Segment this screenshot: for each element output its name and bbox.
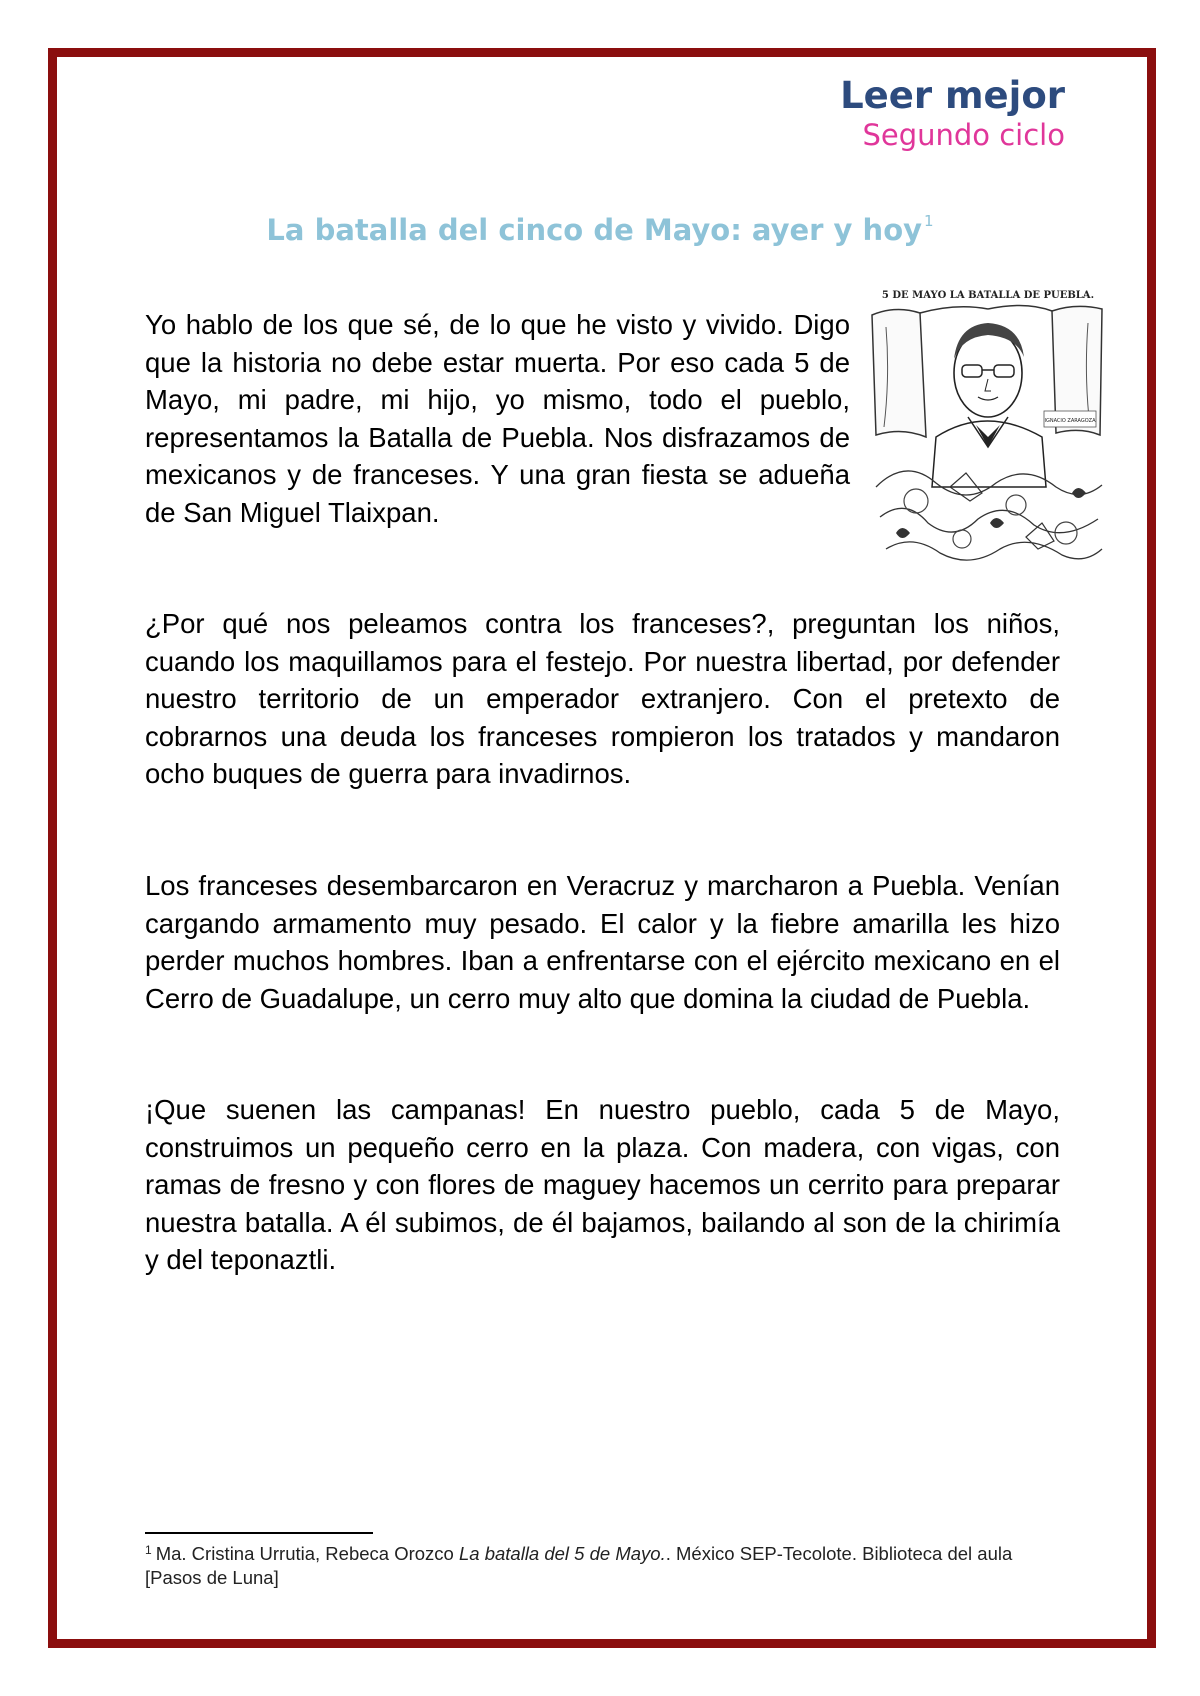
footnote-book-title: La batalla del 5 de Mayo. xyxy=(458,1543,666,1564)
footnote-rest: . México SEP-Tecolote. Biblioteca del aula [Pasos de Luna] xyxy=(145,1543,1013,1588)
paragraph-2: ¿Por qué nos peleamos contra los franceses?, preguntan los niños, cuando los maquillamos para el festejo. Por nuestra libertad, por defender nuestro territorio de un emperador extranjero. Con el pretexto de cobrarnos una deuda los franceses rompieron los tratados y mandaron ocho buques de guerra para invadirnos. xyxy=(145,608,1060,790)
zaragoza-illustration xyxy=(866,287,1110,569)
footnote xyxy=(145,1538,1060,1590)
header xyxy=(840,74,1065,152)
brand-title: Leer mejor xyxy=(840,74,1065,117)
brand-subtitle: Segundo ciclo xyxy=(862,118,1065,152)
illustration-caption: 5 DE MAYO LA BATALLA DE PUEBLA. xyxy=(881,290,1095,301)
footnote-authors: Ma. Cristina Urrutia, Rebeca Orozco xyxy=(155,1543,454,1564)
illustration-name-plate: IGNACIO ZARAGOZA xyxy=(1044,418,1096,424)
footnote-separator xyxy=(145,1532,373,1534)
document-title-text: La batalla del cinco de Mayo: ayer y hoy xyxy=(266,213,923,247)
footnote-ref[interactable]: 1 xyxy=(924,212,934,230)
document-title xyxy=(0,212,1200,247)
paragraph-1: Yo hablo de los que sé, de lo que he visto y vivido. Digo que la historia no debe estar muerta. Por eso cada 5 de Mayo, mi padre, mi hijo, yo mismo, todo el pueblo, representamos la Batalla de Puebla. Nos disfrazamos de mexicanos y de franceses. Y una gran fiesta se adueña de San Miguel Tlaixpan. xyxy=(145,309,850,528)
paragraph-4: ¡Que suenen las campanas! En nuestro pueblo, cada 5 de Mayo, construimos un pequeño cerro en la plaza. Con madera, con vigas, con ramas de fresno y con flores de maguey hacemos un cerrito para preparar nuestra batalla. A él subimos, de él bajamos, bailando al son de la chirimía y del teponaztli. xyxy=(145,1094,1060,1276)
footnote-number: 1 xyxy=(145,1543,152,1557)
paragraph-3: Los franceses desembarcaron en Veracruz y marcharon a Puebla. Venían cargando armamento muy pesado. El calor y la fiebre amarilla les hizo perder muchos hombres. Iban a enfrentarse con el ejército mexicano en el Cerro de Guadalupe, un cerro muy alto que domina la ciudad de Puebla. xyxy=(145,870,1060,1014)
